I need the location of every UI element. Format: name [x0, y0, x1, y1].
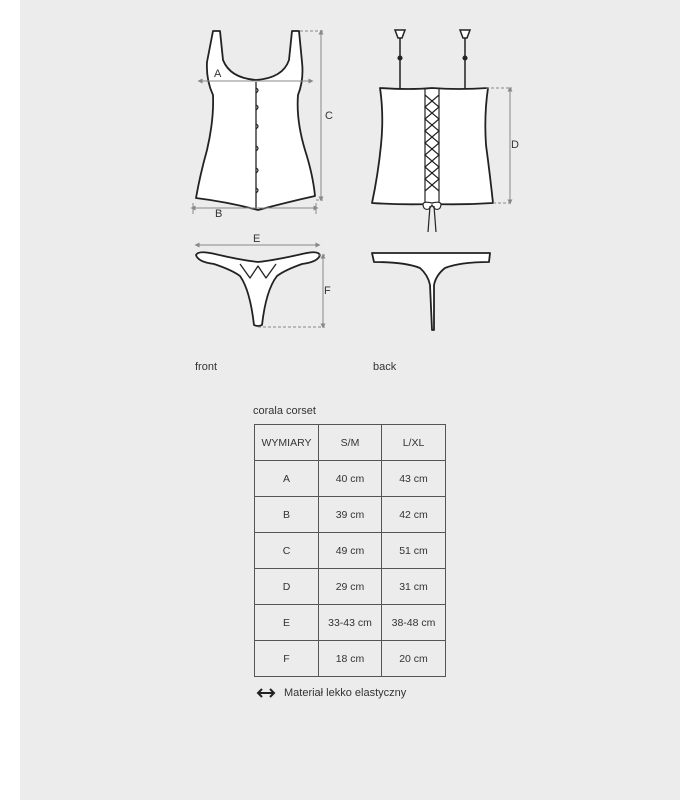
size-value-cell: 39 cm [319, 497, 382, 533]
table-row [255, 641, 446, 677]
table-row [255, 497, 446, 533]
dimension-cell: D [255, 569, 319, 605]
table-row [255, 569, 446, 605]
back-straps [395, 30, 470, 88]
table-row [255, 605, 446, 641]
table-caption: corala corset [253, 405, 316, 417]
table-header-cell: L/XL [382, 425, 446, 461]
size-value-cell: 20 cm [382, 641, 446, 677]
table-header-cell: S/M [319, 425, 382, 461]
table-header-cell: WYMIARY [255, 425, 319, 461]
dimension-cell: A [255, 461, 319, 497]
dimension-cell: B [255, 497, 319, 533]
size-value-cell: 33-43 cm [319, 605, 382, 641]
elasticity-legend [256, 687, 406, 699]
size-table [254, 424, 446, 677]
size-value-cell: 49 cm [319, 533, 382, 569]
back-view-label: back [373, 361, 397, 373]
dimension-label-c: C [325, 110, 333, 122]
size-value-cell: 51 cm [382, 533, 446, 569]
dimension-label-a: A [214, 68, 222, 80]
double-arrow-icon [256, 688, 276, 698]
size-value-cell: 40 cm [319, 461, 382, 497]
back-thong-drawing [372, 253, 490, 330]
size-value-cell: 29 cm [319, 569, 382, 605]
table-row [255, 461, 446, 497]
dimension-label-f: F [324, 285, 331, 297]
dimension-label-d: D [511, 139, 519, 151]
size-value-cell: 31 cm [382, 569, 446, 605]
table-header-row [255, 425, 446, 461]
dimension-cell: E [255, 605, 319, 641]
legend-text: Materiał lekko elastyczny [284, 687, 407, 699]
front-thong-drawing [196, 252, 320, 326]
size-value-cell: 42 cm [382, 497, 446, 533]
size-value-cell: 43 cm [382, 461, 446, 497]
dimension-cell: C [255, 533, 319, 569]
size-value-cell: 38-48 cm [382, 605, 446, 641]
dimension-cell: F [255, 641, 319, 677]
dimension-label-b: B [215, 208, 223, 220]
back-corset-drawing [372, 88, 493, 204]
dimension-label-e: E [253, 233, 261, 245]
size-value-cell: 18 cm [319, 641, 382, 677]
front-view-label: front [195, 361, 218, 373]
table-row [255, 533, 446, 569]
